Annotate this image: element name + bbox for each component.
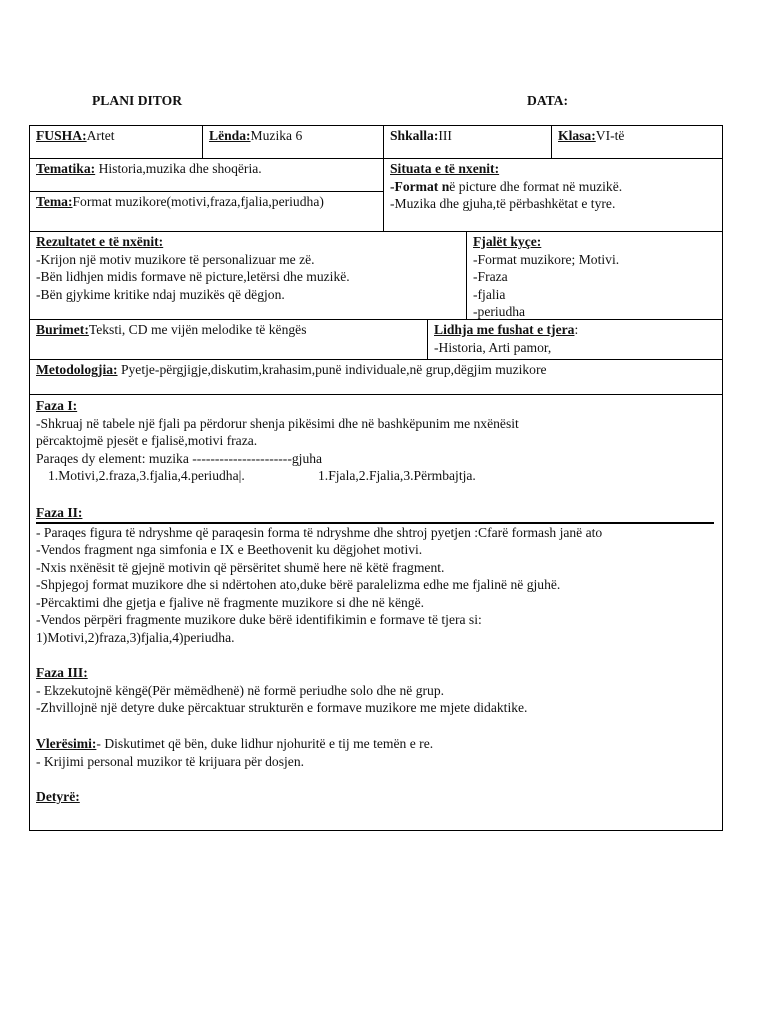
vleresimi-line-2: - Krijimi personal muzikor të krijuara për dosjen.	[36, 753, 305, 769]
situata-line-1-rest: ë picture dhe format në muzikë.	[449, 178, 623, 194]
cell-burimet	[30, 320, 427, 359]
shkalla-label: Shkalla:	[390, 128, 439, 143]
fjalet-item: -Format muzikore; Motivi.	[473, 251, 620, 267]
klasa-label: Klasa:	[558, 128, 596, 143]
faza-2-line: -Shpjegoj format muzikore dhe si ndërtohen ato,duke bërë paralelizma edhe me fjalinë në gjuhë.	[36, 577, 561, 592]
page-title: PLANI DITOR	[92, 93, 183, 108]
klasa-value: VI-të	[595, 128, 625, 143]
fusha-value: Artet	[86, 128, 115, 143]
faza-1-language-list: 1.Fjala,2.Fjalia,3.Përmbajtja.	[318, 468, 476, 483]
date-label: DATA:	[527, 93, 569, 108]
faza-2-line: 1)Motivi,2)fraza,3)fjalia,4)periudha.	[36, 629, 235, 645]
situata-line-1	[390, 178, 716, 196]
cell-klasa	[551, 126, 722, 158]
burimet-label: Burimet:	[36, 322, 89, 337]
lenda-label: Lënda:	[209, 128, 251, 143]
vleresimi-label: Vlerësimi:	[36, 736, 97, 751]
row-subject-info	[30, 126, 722, 159]
faza-1-line: Paraqes dy element: muzika ----------------------gjuha	[36, 450, 323, 466]
cell-rezultatet	[30, 232, 466, 319]
fjalet-item: -fjalia	[473, 286, 506, 302]
faza-2-line: -Nxis nxënësit të gjejnë motivin që përsëritet shumë here në këtë fragment.	[36, 559, 445, 575]
row-resources	[30, 320, 722, 360]
situata-line-2: -Muzika dhe gjuha,të përbashkëtat e tyre.	[390, 196, 616, 211]
faza-2-line: - Paraqes figura të ndryshme që paraqesin forma të ndryshme dhe shtroj pyetjen :Cfarë formash janë ato	[36, 524, 603, 540]
faza-3-line: -Zhvillojnë një detyre duke përcaktuar strukturën e formave muzikore me mjete didaktike.	[36, 700, 528, 715]
detyre-label: Detyrë:	[36, 789, 80, 804]
cell-shkalla	[383, 126, 551, 158]
row-methodology	[30, 360, 722, 395]
burimet-value: Teksti, CD me vijën melodike të këngës	[88, 322, 307, 337]
rezultatet-item: -Bën gjykime kritike ndaj muzikës që dëgjon.	[36, 286, 285, 302]
faza-2-line: -Përcaktimi dhe gjetja e fjalive në fragmente muzikore si dhe në këngë.	[36, 594, 425, 610]
situata-line-1-bold: -Format n	[390, 178, 450, 194]
faza-2-line: -Vendos përpëri fragmente muzikore duke bërë identifikimin e formave të tjera si:	[36, 612, 482, 627]
row-theme	[30, 159, 722, 232]
cell-lenda	[202, 126, 383, 158]
lesson-plan-table	[29, 125, 723, 831]
detyre	[36, 788, 80, 806]
metodologjia-label: Metodologjia:	[36, 362, 118, 377]
faza-1-line: përcaktojmë pjesët e fjalisë,motivi fraza.	[36, 433, 258, 448]
shkalla-value: III	[438, 128, 452, 143]
tematika	[30, 159, 383, 192]
fjalet-item: -Fraza	[473, 269, 508, 284]
lidhja-colon: :	[574, 322, 579, 337]
faza-3-line: - Ekzekutojnë këngë(Për mëmëdhenë) në formë periudhe solo dhe në grup.	[36, 682, 445, 698]
faza-2	[36, 504, 714, 646]
situata-label: Situata e të nxenit:	[390, 161, 500, 176]
faza-1-line-pair	[36, 467, 519, 485]
metodologjia-value: Pyetje-përgjigje,diskutim,krahasim,punë individuale,në grup,dëgjim muzikore	[117, 362, 547, 377]
rezultatet-label: Rezultatet e të nxënit:	[36, 234, 164, 249]
vleresimi	[36, 735, 433, 770]
lidhja-value: -Historia, Arti pamor,	[434, 339, 552, 355]
faza-2-line: -Vendos fragment nga simfonia e IX e Beethovenit ku dëgjohet motivi.	[36, 542, 423, 557]
tema-label: Tema:	[36, 194, 73, 209]
faza-2-title: Faza II:	[36, 504, 714, 524]
faza-1-title: Faza I:	[36, 398, 78, 413]
rezultatet-item: -Bën lidhjen midis formave në picture,letërsi dhe muzikë.	[36, 269, 350, 284]
lenda-value: Muzika 6	[250, 128, 303, 143]
cell-metodologjia	[30, 360, 722, 394]
cell-tematika-tema	[30, 159, 383, 231]
vleresimi-line-1: - Diskutimet që bën, duke lidhur njohuritë e tij me temën e re.	[96, 736, 434, 751]
tema	[30, 192, 383, 212]
cell-situata	[383, 159, 722, 231]
faza-1-music-list: 1.Motivi,2.fraza,3.fjalia,4.periudha|.	[48, 468, 245, 483]
cell-fjalet-kyce	[466, 232, 722, 319]
lidhja-label: Lidhja me fushat e tjera	[434, 322, 575, 337]
cell-lidhja	[427, 320, 722, 359]
faza-3-title: Faza III:	[36, 665, 88, 680]
row-outcomes	[30, 232, 722, 320]
cell-fusha	[30, 126, 202, 158]
faza-1-line: -Shkruaj në tabele një fjali pa përdorur shenja pikësimi dhe në bashkëpunim me nxënësit	[36, 415, 519, 431]
fjalet-label: Fjalët kyçe:	[473, 234, 542, 249]
faza-1	[36, 397, 519, 485]
tematika-value: Historia,muzika dhe shoqëria.	[95, 161, 262, 176]
rezultatet-item: -Krijon një motiv muzikore të personalizuar me zë.	[36, 251, 315, 267]
fjalet-item: -periudha	[473, 304, 526, 319]
tematika-label: Tematika:	[36, 161, 96, 176]
fusha-label: FUSHA:	[36, 128, 87, 143]
faza-3	[36, 664, 527, 717]
tema-value: Format muzikore(motivi,fraza,fjalia,periudha)	[72, 194, 324, 209]
